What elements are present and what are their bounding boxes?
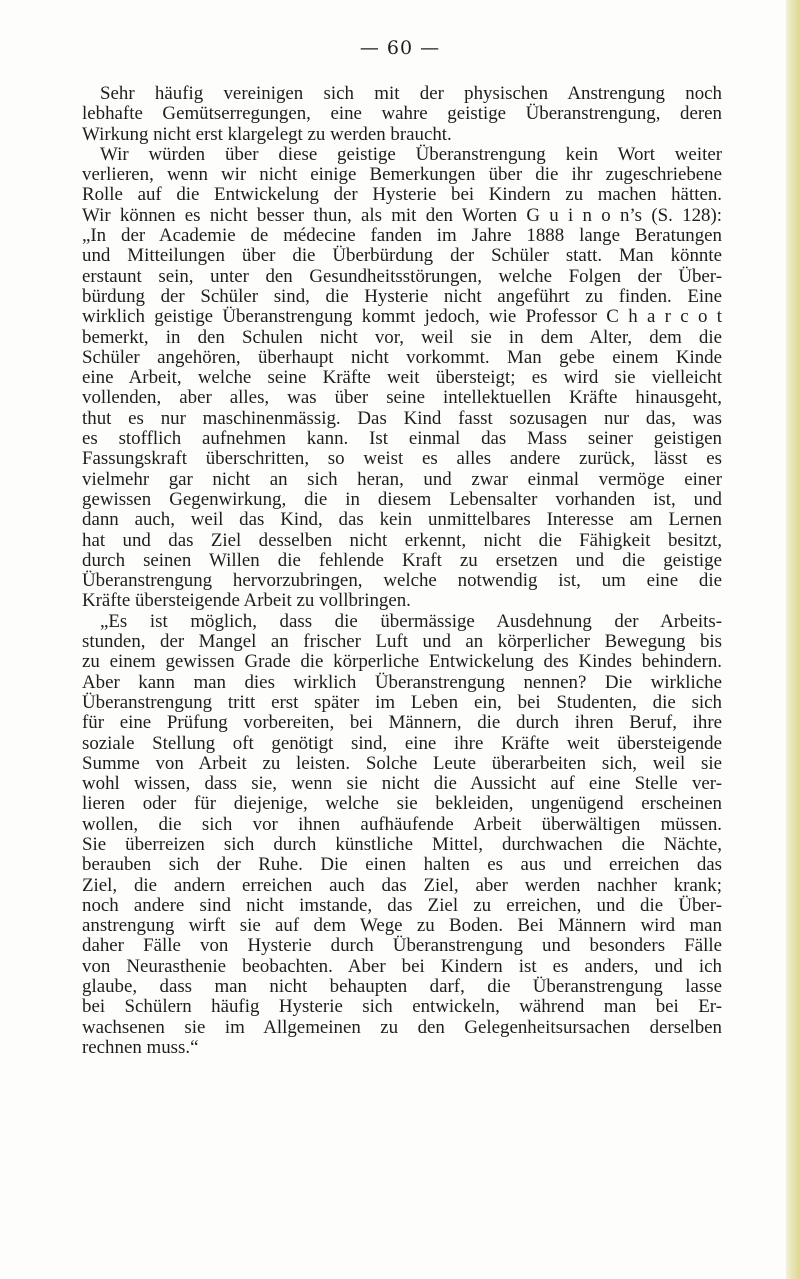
text-line: wollen, die sich vor ihnen aufhäufende Arbeit überwältigen müssen. bbox=[82, 813, 722, 835]
text-line: es stofflich aufnehmen kann. Ist einmal das Mass seiner geistigen bbox=[82, 428, 722, 450]
text-line: gewissen Gegenwirkung, die in diesem Lebensalter vorhanden ist, und bbox=[82, 488, 722, 510]
text-line: Aber kann man dies wirklich Überanstrengung nennen? Die wirkliche bbox=[82, 671, 722, 693]
text-line: wirklich geistige Überanstrengung kommt jedoch, wie Professor C h a r c o t bbox=[82, 306, 722, 328]
page-number: — 60 — bbox=[359, 37, 441, 59]
text-line: hat und das Ziel desselben nicht erkennt, nicht die Fähigkeit besitzt, bbox=[82, 529, 722, 551]
text-line: und Mitteilungen über die Überbürdung der Schüler statt. Man könnte bbox=[82, 245, 722, 267]
text-line: „Es ist möglich, dass die übermässige Ausdehnung der Arbeits- bbox=[100, 610, 722, 632]
text-line: lebhafte Gemütserregungen, eine wahre geistige Überanstrengung, deren bbox=[82, 103, 722, 125]
text-line: Schüler angehören, überhaupt nicht vorkommt. Man gebe einem Kinde bbox=[82, 346, 722, 368]
text-line: glaube, dass man nicht behaupten darf, die Überanstrengung lasse bbox=[82, 976, 722, 998]
text-line: „In der Academie de médecine fanden im Jahre 1888 lange Beratungen bbox=[82, 225, 722, 247]
text-line: soziale Stellung oft genötigt sind, eine ihre Kräfte weit übersteigende bbox=[82, 732, 722, 754]
text-line: berauben sich der Ruhe. Die einen halten es aus und erreichen das bbox=[82, 854, 722, 876]
text-line: eine Arbeit, welche seine Kräfte weit übersteigt; es wird sie vielleicht bbox=[82, 367, 722, 389]
text-line: wohl wissen, dass sie, wenn sie nicht die Aussicht auf eine Stelle ver- bbox=[82, 773, 722, 795]
text-line: Überanstrengung tritt erst später im Leben ein, bei Studenten, die sich bbox=[82, 691, 722, 713]
text-line: Wir würden über diese geistige Überanstrengung kein Wort weiter bbox=[100, 143, 722, 165]
text-line: bürdung der Schüler sind, die Hysterie nicht angeführt zu finden. Eine bbox=[82, 285, 722, 307]
text-line: für eine Prüfung vorbereiten, bei Männern, die durch ihren Beruf, ihre bbox=[82, 712, 722, 734]
text-line: stunden, der Mangel an frischer Luft und an körperlicher Bewegung bis bbox=[82, 631, 722, 653]
text-line: bei Schülern häufig Hysterie sich entwickeln, während man bei Er- bbox=[82, 996, 722, 1018]
text-line: vielmehr gar nicht an sich heran, und zwar einmal vermöge einer bbox=[82, 468, 722, 490]
text-line: anstrengung wirft sie auf dem Wege zu Boden. Bei Männern wird man bbox=[82, 915, 722, 937]
text-line: thut es nur maschinenmässig. Das Kind fasst sozusagen nur das, was bbox=[82, 407, 722, 429]
text-line: dann auch, weil das Kind, das kein unmittelbares Interesse am Lernen bbox=[82, 509, 722, 531]
text-line: zu einem gewissen Grade die körperliche Entwickelung des Kindes behindern. bbox=[82, 651, 722, 673]
text-line: Wir können es nicht besser thun, als mit den Worten G u i n o n’s (S. 128): bbox=[82, 204, 722, 226]
text-line: Summe von Arbeit zu leisten. Solche Leute überarbeiten sich, weil sie bbox=[82, 752, 722, 774]
text-line: Sie überreizen sich durch künstliche Mittel, durchwachen die Nächte, bbox=[82, 833, 722, 855]
text-line: Fassungskraft überschritten, so weist es alles andere zurück, lässt es bbox=[82, 448, 722, 470]
text-line: Kräfte übersteigende Arbeit zu vollbringen. bbox=[82, 590, 411, 612]
text-line: Ziel, die andern erreichen auch das Ziel, aber werden nachher krank; bbox=[82, 874, 722, 896]
text-line: lieren oder für diejenige, welche sie bekleiden, ungenügend erscheinen bbox=[82, 793, 722, 815]
text-line: Wirkung nicht erst klargelegt zu werden braucht. bbox=[82, 123, 452, 145]
text-line: daher Fälle von Hysterie durch Überanstrengung und besonders Fälle bbox=[82, 935, 722, 957]
text-line: vollenden, aber alles, was über seine intellektuellen Kräfte hinausgeht, bbox=[82, 387, 722, 409]
text-line: Rolle auf die Entwickelung der Hysterie bei Kindern zu machen hätten. bbox=[82, 184, 722, 206]
text-line: Sehr häufig vereinigen sich mit der physischen Anstrengung noch bbox=[100, 83, 722, 104]
text-line: durch seinen Willen die fehlende Kraft zu ersetzen und die geistige bbox=[82, 549, 722, 571]
text-line: von Neurasthenie beobachten. Aber bei Kindern ist es anders, und ich bbox=[82, 955, 722, 977]
text-line: rechnen muss.“ bbox=[82, 1036, 199, 1058]
page-edge bbox=[786, 0, 800, 1279]
text-line: noch andere sind nicht imstande, das Ziel zu erreichen, und die Über- bbox=[82, 894, 722, 916]
text-line: bemerkt, in den Schulen nicht vor, weil sie in dem Alter, dem die bbox=[82, 326, 722, 348]
text-line: Überanstrengung hervorzubringen, welche notwendig ist, um eine die bbox=[82, 570, 722, 592]
text-line: wachsenen sie im Allgemeinen zu den Gelegenheitsursachen derselben bbox=[82, 1016, 722, 1038]
text-line: verlieren, wenn wir nicht einige Bemerkungen über die ihr zugeschriebene bbox=[82, 164, 722, 186]
text-line: erstaunt sein, unter den Gesundheitsstörungen, welche Folgen der Über- bbox=[82, 265, 722, 287]
body-text bbox=[82, 84, 722, 1058]
